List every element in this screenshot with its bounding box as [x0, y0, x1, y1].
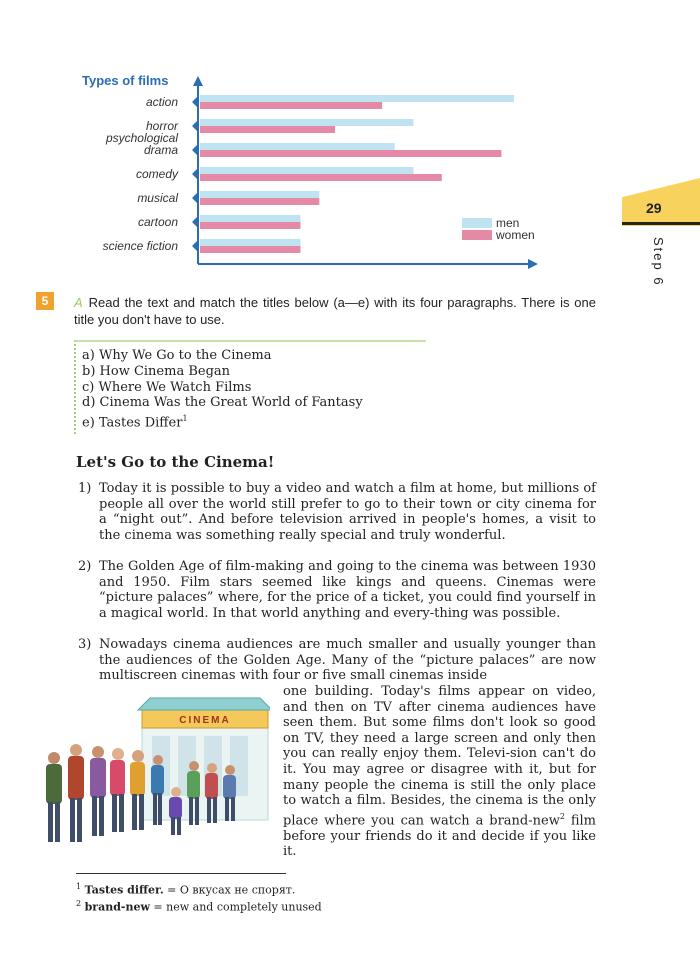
- title-item: d) Cinema Was the Great World of Fantasy: [82, 395, 363, 411]
- paragraph-1: Today it is possible to buy a video and watch a film at home, but millions of people all over the world still prefer to go to their town or city cinema for a “night out”. And before television arrived in people's homes, a visit to the cinema was something really special and truly wonderful.: [99, 481, 596, 543]
- bar-women: [200, 126, 335, 133]
- cinema-sign: CINEMA: [179, 715, 231, 726]
- bar-men: [200, 191, 319, 198]
- category-label: science fiction: [102, 239, 178, 253]
- page-number: 29: [646, 200, 662, 216]
- tick-marker: [192, 120, 198, 132]
- category-label: action: [145, 95, 178, 109]
- paragraph-2: The Golden Age of film-making and going to the cinema was between 1930 and 1950. Film stars seemed like kings and queens. Cinemas were “picture palaces” where, for the price of a ticket, you could find yourself in a magical world. In that world anything and every-thing was possible.: [99, 559, 596, 621]
- chart-legend: [462, 216, 535, 242]
- paragraph-number: 3): [78, 637, 92, 652]
- tick-marker: [192, 168, 198, 180]
- bar-men: [200, 215, 300, 222]
- x-axis-arrow: [528, 259, 538, 269]
- category-label: psychological: [105, 131, 178, 145]
- exercise-number: 5: [36, 292, 54, 310]
- legend-swatch: [462, 230, 492, 240]
- category-label: comedy: [135, 167, 178, 181]
- exercise-instruction: [74, 294, 596, 328]
- title-item: b) How Cinema Began: [82, 363, 231, 379]
- instruction-text: Read the text and match the titles below (a—e) with its four paragraphs. There is one title you don't have to use.: [74, 295, 596, 327]
- footnote-rule: [76, 873, 286, 874]
- paragraph-3-start: Nowadays cinema audiences are much smaller and usually younger than the audiences of the Golden Age. Many of the “picture palaces” are now multiscreen cinemas with four or five small cinemas inside: [99, 637, 596, 684]
- bar-men: [200, 95, 514, 102]
- footnote-ref: 2: [559, 811, 565, 821]
- cinema-illustration: [38, 696, 270, 856]
- tick-marker: [192, 240, 198, 252]
- footnote: $^2$ brand-new = new and completely unused: [76, 899, 322, 914]
- bar-women: [200, 150, 501, 157]
- tick-marker: [192, 96, 198, 108]
- legend-swatch: [462, 218, 492, 228]
- bar-women: [200, 102, 382, 109]
- bar-men: [200, 167, 414, 174]
- chart-title: Types of films: [82, 73, 169, 88]
- bar-men: [200, 239, 300, 246]
- exercise-letter: A: [74, 295, 83, 310]
- category-label: horror: [145, 119, 178, 133]
- paragraph-number: 1): [78, 481, 92, 496]
- page-tab-rule: [622, 222, 700, 225]
- bar-women: [200, 174, 442, 181]
- y-axis-arrow: [193, 76, 203, 86]
- bar-women: [200, 246, 300, 253]
- bar-men: [200, 143, 395, 150]
- category-label: cartoon: [137, 215, 178, 229]
- bar-women: [200, 198, 319, 205]
- title-item: a) Why We Go to the Cinema: [82, 348, 272, 363]
- title-item: c) Where We Watch Films: [82, 379, 252, 395]
- section-label: [640, 235, 680, 305]
- chart-bars: [200, 95, 514, 253]
- bar-women: [200, 222, 300, 229]
- legend-label: men: [496, 216, 520, 230]
- tick-marker: [192, 216, 198, 228]
- titles-list: [82, 348, 363, 431]
- footnote-ref: 1: [182, 414, 188, 424]
- section-text: Step 6: [651, 237, 666, 287]
- paragraph-3-wrap: one building. Today's films appear on video, and then on TV after cinema audiences have seen them. But some films don't look so good on TV, they need a large screen and only then you can really enjoy them. Televi-sion can't do it. You may agree or disagree with it, but for many people the cinema is still the only place to watch a film. Besides, the cinema is the only place where you can watch a brand-new$^2$ film before your friends do it and decide if you like it.: [283, 684, 596, 860]
- title-item: e) Tastes Differ$^1$: [82, 414, 188, 431]
- bar-men: [200, 119, 414, 126]
- legend-label: women: [496, 228, 535, 242]
- tick-marker: [192, 144, 198, 156]
- footnote: $^1$ Tastes differ. = О вкусах не спорят.: [76, 882, 296, 897]
- text-heading: Let's Go to the Cinema!: [76, 453, 275, 471]
- category-label: musical: [137, 191, 178, 205]
- paragraph-number: 2): [78, 559, 92, 574]
- category-label: drama: [143, 143, 178, 157]
- tick-marker: [192, 192, 198, 204]
- chart-category-labels: [103, 95, 179, 253]
- film-types-chart: [70, 68, 550, 278]
